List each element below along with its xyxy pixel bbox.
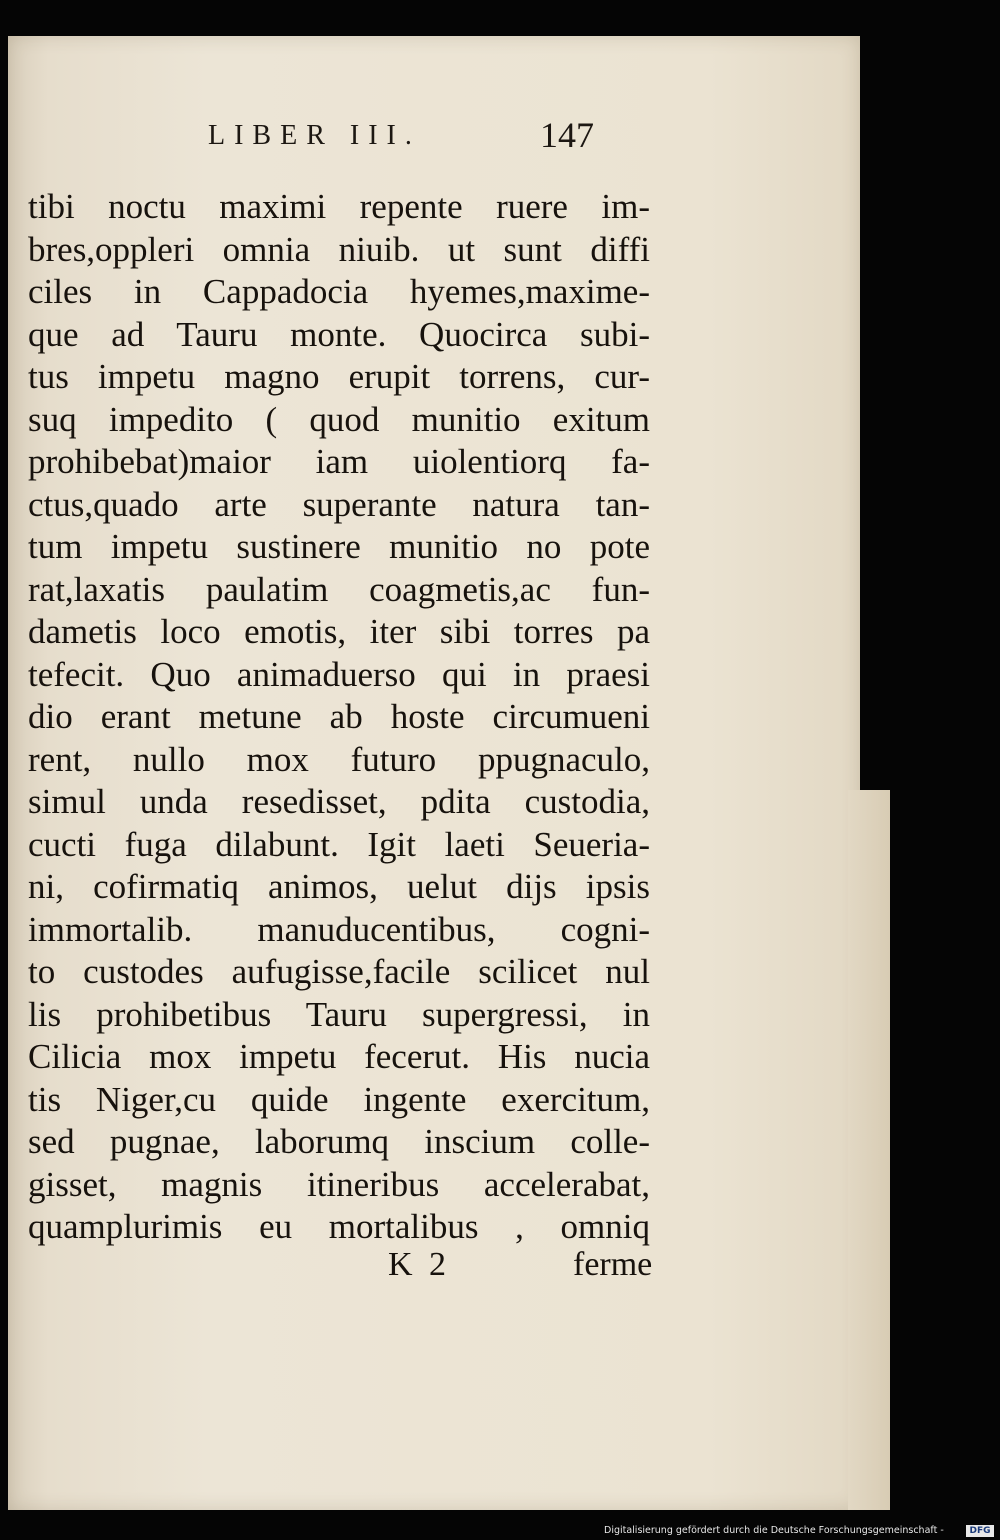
running-title: LIBER III. <box>208 120 421 151</box>
footer-line <box>8 1246 860 1290</box>
text-line: dametis loco emotis, iter sibi torres pa <box>28 612 650 651</box>
text-line: sed pugnae, laborumq inscium colle- <box>28 1122 650 1161</box>
text-line: tefecit. Quo animaduerso qui in praesi <box>28 654 650 694</box>
dfg-logo-icon: DFG <box>966 1525 994 1537</box>
text-line: ctus,quado arte superante natura tan- <box>28 484 650 524</box>
text-line: ni, cofirmatiq animos, uelut dijs ipsis <box>28 867 650 906</box>
text-line: immortalib. manuducentibus, cogni- <box>28 909 650 949</box>
text-block <box>28 186 668 1249</box>
text-line: to custodes aufugisse,facile scilicet nul <box>28 952 650 991</box>
text-line: tus impetu magno erupit torrens, cur- <box>28 357 650 396</box>
text-line: que ad Tauru monte. Quocirca subi- <box>28 314 650 354</box>
text-line: tum impetu sustinere munitio no pote <box>28 527 650 566</box>
text-line: prohibebat)maior iam uiolentiorq fa- <box>28 442 650 481</box>
text-line: quamplurimis eu mortalibus , omniq <box>28 1207 650 1246</box>
text-line: dio erant metune ab hoste circumueni <box>28 697 650 736</box>
book-page <box>8 36 860 1510</box>
running-head <box>8 115 860 160</box>
text-line: cucti fuga dilabunt. Igit laeti Seueria- <box>28 824 650 864</box>
page-edge <box>848 790 890 1510</box>
signature-mark: K 2 <box>388 1246 451 1283</box>
text-line: rat,laxatis paulatim coagmetis,ac fun- <box>28 569 650 609</box>
text-line: lis prohibetibus Tauru supergressi, in <box>28 994 650 1034</box>
text-line: ciles in Cappadocia hyemes,maxime- <box>28 272 650 311</box>
text-line: Cilicia mox impetu fecerut. His nucia <box>28 1037 650 1076</box>
page-number: 147 <box>540 115 594 155</box>
text-line: bres,oppleri omnia niuib. ut sunt diffi <box>28 229 650 269</box>
text-line: rent, nullo mox futuro ppugnaculo, <box>28 739 650 779</box>
catchword: ferme <box>573 1246 653 1283</box>
text-line: suq impedito ( quod munitio exitum <box>28 399 650 439</box>
text-line: tis Niger,cu quide ingente exercitum, <box>28 1079 650 1119</box>
digitization-credit: Digitalisierung gefördert durch die Deutsche Forschungsgemeinschaft - <box>604 1525 944 1536</box>
text-line: tibi noctu maximi repente ruere im- <box>28 187 650 226</box>
text-line: gisset, magnis itineribus accelerabat, <box>28 1164 650 1204</box>
text-line: simul unda resedisset, pdita custodia, <box>28 782 650 821</box>
